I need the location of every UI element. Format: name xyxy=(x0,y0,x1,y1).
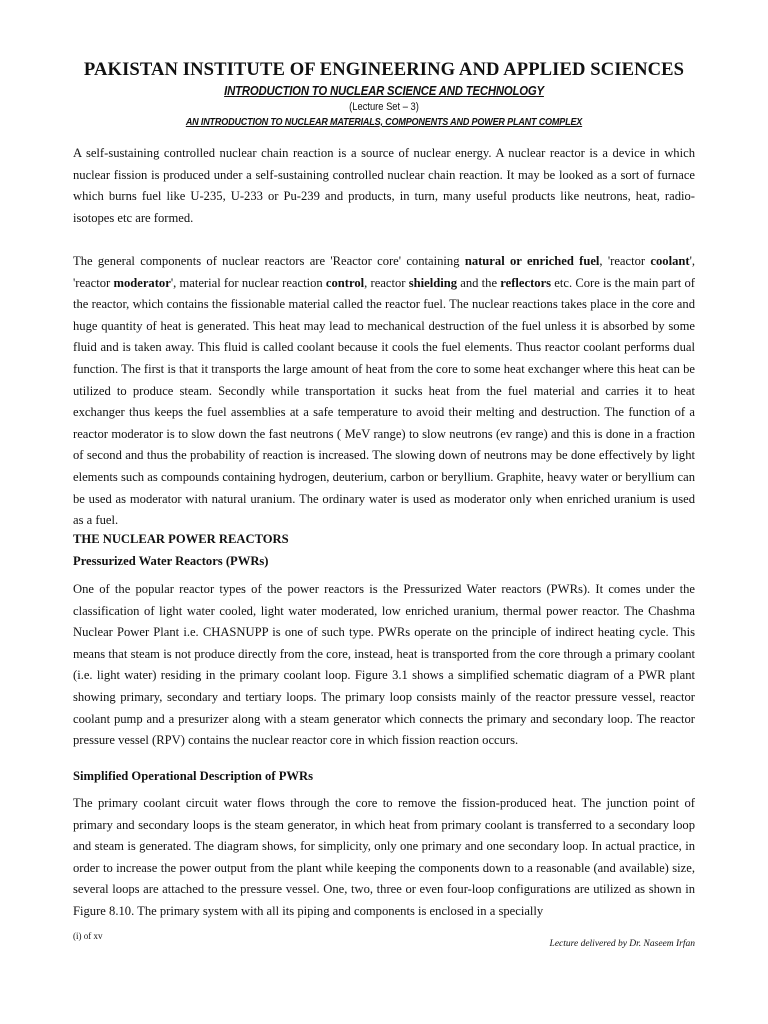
subheading-pwrs: Pressurized Water Reactors (PWRs) xyxy=(73,554,269,568)
course-title: INTRODUCTION TO NUCLEAR SCIENCE AND TECHNOLOGY xyxy=(224,84,544,98)
pwr-paragraph: One of the popular reactor types of the power reactors is the Pressurized Water reactors (PWRs). It comes under the classification of light water cooled, light water moderated, low enriched uranium, thermal power reactor. The Chashma Nuclear Power Plant i.e. CHASNUPP is one of such type. PWRs operate on the principle of indirect heating cycle. This means that steam is not produce directly from the core, instead, heat is transported from the core through a primary coolant (i.e. light water) residing in the primary coolant loop. Figure 3.1 shows a simplified schematic diagram of a PWR plant showing primary, secondary and tertiary loops. The primary loop consists mainly of the reactor pressure vessel, reactor coolant pump and a presurizer along with a steam generator which connects the primary and secondary loop. The reactor pressure vessel (RPV) contains the nuclear reactor core in which fission reaction occurs. xyxy=(73,582,695,748)
institute-title: PAKISTAN INSTITUTE OF ENGINEERING AND APPLIED SCIENCES xyxy=(83,59,685,80)
page-number: (i) of xv xyxy=(73,931,103,941)
topic-title: AN INTRODUCTION TO NUCLEAR MATERIALS, COMPONENTS AND POWER PLANT COMPLEX xyxy=(185,116,583,128)
lecture-set: (Lecture Set – 3) xyxy=(349,101,419,113)
intro-paragraph-2: The general components of nuclear reactors are 'Reactor core' containing natural or enriched fuel, 'reactor coolant', 'reactor moderator', material for nuclear reaction control, reactor shielding and the reflectors etc. Core is the main part of the reactor, which contains the fissionable material called the reactor fuel. The nuclear reactions takes place in the core and huge quantity of heat is generated. This heat may lead to mechanical destruction of the fuel unless it is absorbed by some fluid and is taken away. This fluid is called coolant because it cools the fuel elements. Thus reactor coolant performs dual function. The first is that it transports the large amount of heat from the core to some heat exchanger where this heat can be utilized to produce steam. Secondly while transportation it sucks heat from the fuel material and carries it to heat exchanger thus keeps the fuel assemblies at a safe temperature to avoid their melting and destruction. The function of a reactor moderator is to slow down the fast neutrons ( MeV range) to slow neutrons (ev range) and this is done in a fraction of second and thus the probability of reaction is increased. The slowing down of neutrons may be done effectively by light elements such as compounds containing hydrogen, deuterium, carbon or beryllium. Graphite, heavy water or beryllium can be used as moderator with natural uranium. The ordinary water is used as moderator only when enriched uranium is used as a fuel. xyxy=(73,254,696,528)
intro-paragraph-1: A self-sustaining controlled nuclear chain reaction is a source of nuclear energy. A nuclear reactor is a device in which nuclear fission is produced under a self-sustaining controlled nuclear chain reaction. It may be looked as a sort of furnace which burns fuel like U-235, U-233 or Pu-239 and products, in turn, many useful products like neutrons, heat, radio-isotopes etc are formed. xyxy=(73,146,695,225)
operational-paragraph: The primary coolant circuit water flows through the core to remove the fission-produced heat. The junction point of primary and secondary loops is the steam generator, in which heat from primary coolant is transferred to a secondary loop and steam is generated. The diagram shows, for simplicity, only one primary and one secondary loop. In actual practice, in order to increase the power output from the plant while keeping the components down to a reasonable (and available) size, several loops are attached to the pressure vessel. One, two, three or even four-loop configurations are utilized as shown in Figure 8.10. The primary system with all its piping and components is enclosed in a specially xyxy=(73,796,695,918)
section-heading-nuclear-power-reactors: THE NUCLEAR POWER REACTORS xyxy=(73,532,289,546)
lecturer-credit: Lecture delivered by Dr. Naseem Irfan xyxy=(549,939,695,949)
subheading-operational-description: Simplified Operational Description of PWRs xyxy=(73,769,313,783)
